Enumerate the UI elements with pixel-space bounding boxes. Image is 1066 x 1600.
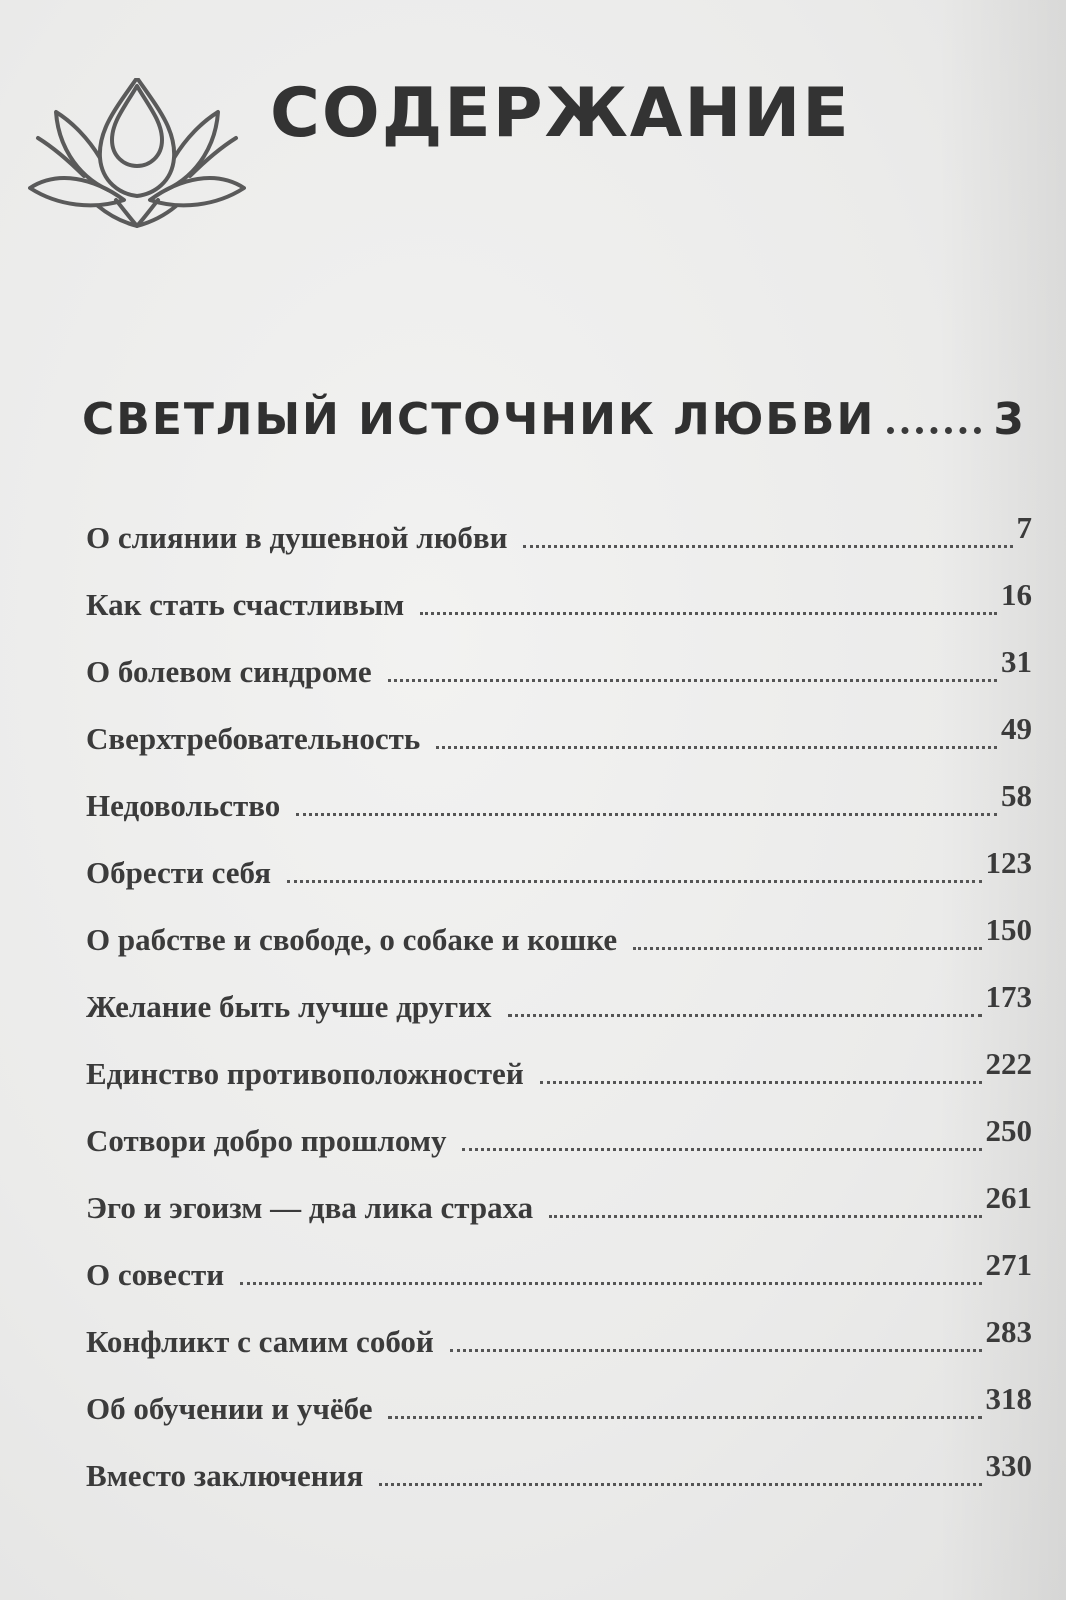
toc-entry-page: 123 (985, 845, 1032, 880)
section-leader-dots (887, 427, 981, 434)
toc-entry-title: Обрести себя (86, 855, 271, 890)
toc-entry-page: 271 (985, 1247, 1032, 1282)
toc-leader-dots (296, 813, 997, 816)
toc-entry-page: 283 (985, 1314, 1032, 1349)
toc-entry[interactable] (86, 778, 1032, 857)
toc-entry-title: Единство противоположностей (86, 1056, 524, 1091)
toc-entry-page: 7 (1016, 510, 1032, 545)
toc-entry[interactable] (86, 577, 1032, 656)
toc-leader-dots (240, 1282, 981, 1285)
toc-entry-title: Об обучении и учёбе (86, 1391, 373, 1426)
section-heading[interactable] (82, 394, 1026, 445)
toc-leader-dots (379, 1483, 981, 1486)
toc-leader-dots (420, 612, 997, 615)
page-title: СОДЕРЖАНИЕ (270, 74, 851, 153)
toc-entry-page: 16 (1001, 577, 1032, 612)
toc-entry-page: 49 (1001, 711, 1032, 746)
toc-entry-page: 173 (985, 979, 1032, 1014)
toc-entry[interactable] (86, 979, 1032, 1058)
toc-leader-dots (287, 880, 982, 883)
toc-entry-title: Сотвори добро прошлому (86, 1123, 447, 1158)
toc-leader-dots (540, 1081, 982, 1084)
toc-entry[interactable] (86, 1113, 1032, 1192)
toc-entry[interactable] (86, 1180, 1032, 1259)
toc-entry-page: 150 (985, 912, 1032, 947)
toc-entry[interactable] (86, 510, 1032, 589)
toc-entry-page: 318 (985, 1381, 1032, 1416)
toc-entry-title: О совести (86, 1257, 225, 1292)
section-page-number: 3 (993, 394, 1026, 445)
toc-entry-title: Сверхтребовательность (86, 721, 421, 756)
toc-entry-title: О слиянии в душевной любви (86, 520, 508, 555)
toc-leader-dots (523, 545, 1012, 548)
toc-leader-dots (508, 1014, 982, 1017)
toc-leader-dots (388, 1416, 981, 1419)
lotus-icon (28, 78, 246, 228)
toc-entry-page: 330 (985, 1448, 1032, 1483)
toc-entry[interactable] (86, 711, 1032, 790)
toc-entry[interactable] (86, 1381, 1032, 1460)
toc-entry[interactable] (86, 845, 1032, 924)
toc-entry-page: 58 (1001, 778, 1032, 813)
toc-entry-page: 31 (1001, 644, 1032, 679)
toc-leader-dots (450, 1349, 982, 1352)
toc-entry-title: Вместо заключения (86, 1458, 364, 1493)
toc-entry-title: О болевом синдроме (86, 654, 372, 689)
toc-entry-title: Недовольство (86, 788, 281, 823)
toc-entry-page: 250 (985, 1113, 1032, 1148)
toc-entry-page: 261 (985, 1180, 1032, 1215)
toc-leader-dots (436, 746, 997, 749)
toc-leader-dots (462, 1148, 981, 1151)
toc-leader-dots (388, 679, 997, 682)
toc-entry-page: 222 (985, 1046, 1032, 1081)
toc-entry[interactable] (86, 644, 1032, 723)
table-of-contents (86, 510, 1032, 1527)
toc-entry-title: Как стать счастливым (86, 587, 405, 622)
toc-entry[interactable] (86, 1448, 1032, 1527)
toc-leader-dots (549, 1215, 981, 1218)
toc-entry[interactable] (86, 1046, 1032, 1125)
toc-entry-title: Желание быть лучше других (86, 989, 492, 1024)
toc-entry[interactable] (86, 1247, 1032, 1326)
toc-entry[interactable] (86, 912, 1032, 991)
toc-entry[interactable] (86, 1314, 1032, 1393)
toc-leader-dots (633, 947, 981, 950)
toc-entry-title: Эго и эгоизм — два лика страха (86, 1190, 534, 1225)
toc-entry-title: Конфликт с самим собой (86, 1324, 434, 1359)
section-title: СВЕТЛЫЙ ИСТОЧНИК ЛЮБВИ (82, 394, 876, 445)
toc-entry-title: О рабстве и свободе, о собаке и кошке (86, 922, 618, 957)
